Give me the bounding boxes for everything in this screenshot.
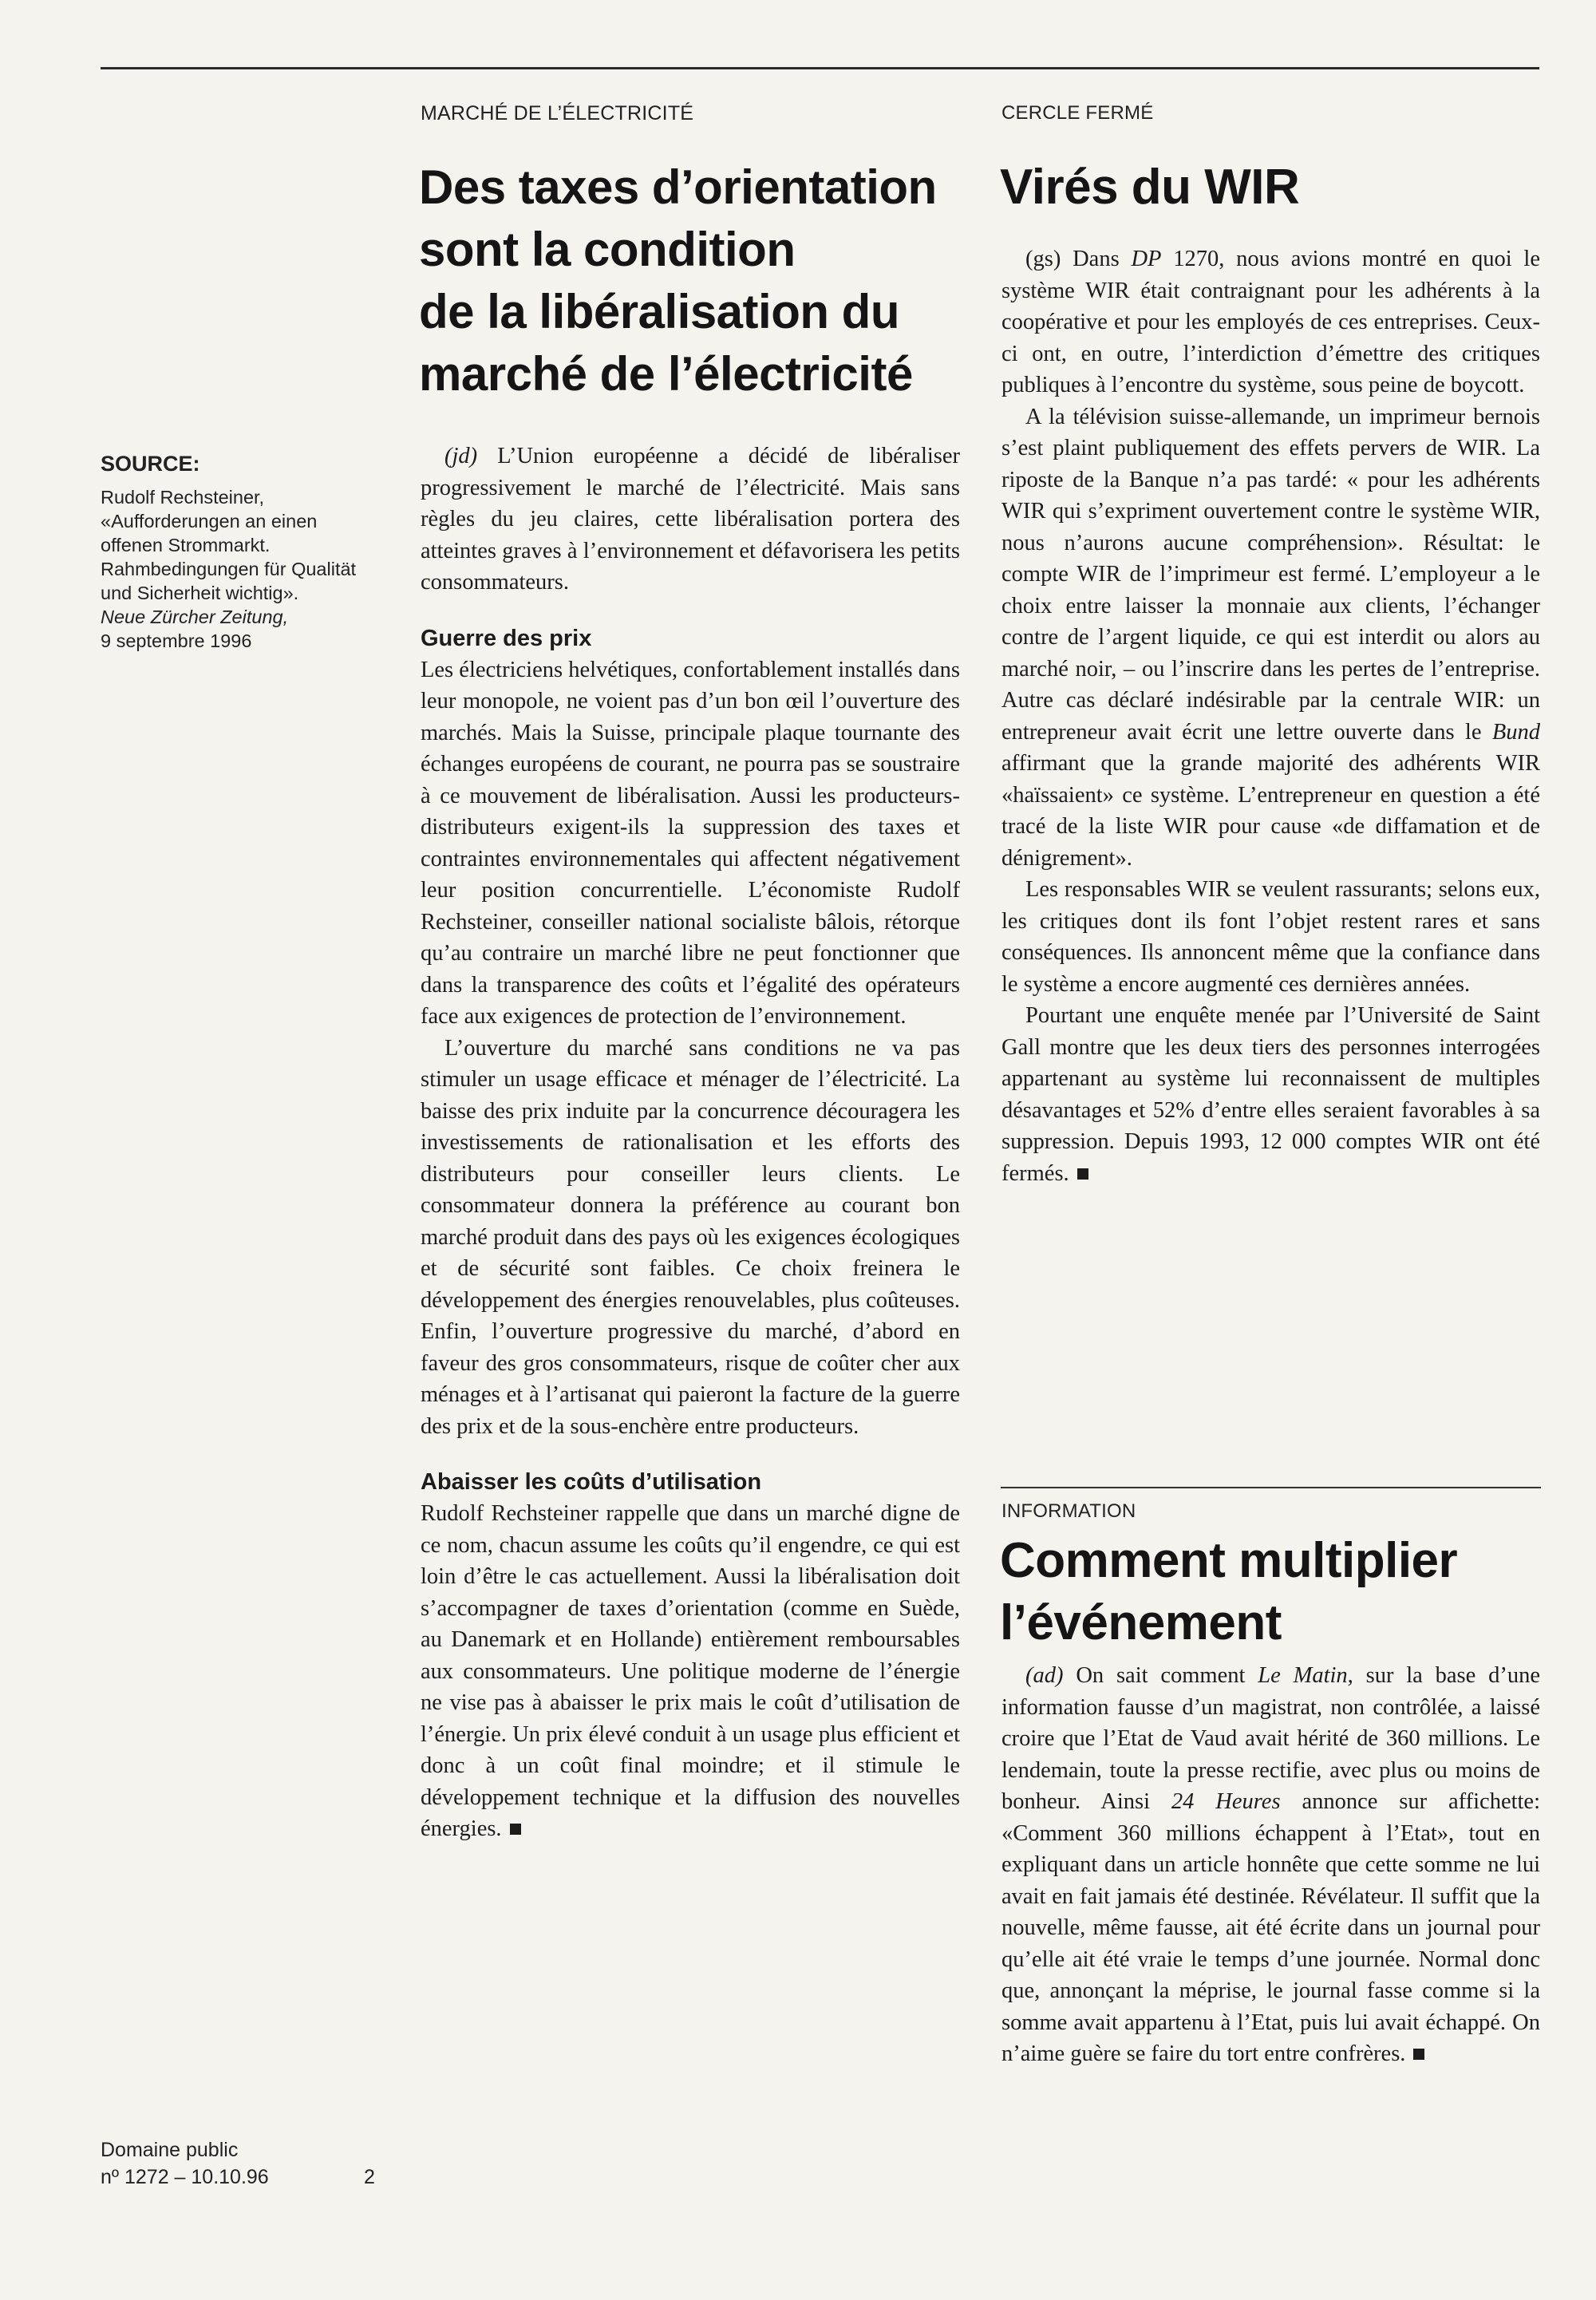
- article2-title: Virés du WIR: [1000, 160, 1300, 215]
- article1-paragraph: Rudolf Rechsteiner rappelle que dans un marché digne de ce nom, chacun assume les coûts qu’il engendre, ce qui est loin d’être le cas actuellement. Aussi la libéralisation doit s’accompagner de taxes d’orientation (comme en Suède, au Danemark et en Hollande) entièrement remboursables aux consommateurs. Une politique moderne de l’énergie ne vise pas à abaisser le prix mais le coût d’utilisation de l’énergie. Un prix élevé conduit à un usage plus efficient et donc à un coût final moindre; et il stimule le développement technique et la diffusion des nouvelles énergies.: [421, 1501, 960, 1841]
- article2-paragraph: (gs) Dans DP 1270, nous avions montré en quoi le système WIR était contraignant pour les adhérents à la coopérative et pour les employés de ces entreprises. Ceux-ci ont, en outre, l’interdiction d’émettre des critiques publiques à l’encontre du système, sous peine de boycott.: [1001, 247, 1541, 397]
- article1-section1-heading: Guerre des prix: [421, 625, 592, 651]
- end-of-article-mark: [1077, 1168, 1088, 1180]
- article1-author: (jd): [444, 444, 478, 468]
- article3-body: [1001, 1660, 1540, 2070]
- source-note: [101, 452, 372, 653]
- article2-paragraph: Pourtant une enquête menée par l’Université de Saint Gall montre que les deux tiers des personnes interrogées appartenant au système lui reconnaissent de multiples désavantages et 52% d’entre elles seraient favorables à sa suppression. Depuis 1993, 12 000 comptes WIR ont été fermés.: [1001, 1003, 1540, 1186]
- section-divider: [1001, 1487, 1541, 1488]
- article1-paragraph: Les électriciens helvétiques, confortablement installés dans leur monopole, ne voient pas d’un bon œil l’ouverture des marchés. Mais la Suisse, principale plaque tournante des échanges européens de courant, ne pourra pas se soustraire à ce mouvement de libéralisation. Aussi les producteurs-distributeurs exigent-ils la suppression des taxes et contraintes environnementales qui affectent négativement leur position concurrentielle. L’économiste Rudolf Rechsteiner, conseiller national socialiste bâlois, rétorque qu’au contraire un marché libre ne peut fonctionner que dans la transparence des coûts et l’égalité des opérateurs face aux exigences de protection de l’environnement.: [421, 657, 960, 1029]
- issue-info: nº 1272 – 10.10.96: [101, 2166, 269, 2188]
- article2-body: [1001, 243, 1540, 1189]
- end-of-article-mark: [1413, 2049, 1424, 2060]
- article1-title-line: marché de l’électricité: [419, 347, 913, 401]
- article2-author: (gs): [1025, 247, 1061, 271]
- article3-title: [1000, 1530, 1543, 1654]
- article3-title-line: Comment multiplier: [1000, 1533, 1458, 1588]
- article1-kicker: MARCHÉ DE L’ÉLECTRICITÉ: [421, 102, 694, 124]
- source-label: SOURCE:: [101, 452, 200, 476]
- page-number: 2: [364, 2166, 375, 2188]
- top-rule: [101, 67, 1539, 69]
- article1-paragraph: L’ouverture du marché sans conditions ne va pas stimuler un usage efficace et ménager de l’électricité. La baisse des prix induite par la concurrence découragera les investissements de rationalisation et les efforts des distributeurs pour conseiller leurs clients. Le consommateur donnera la préférence au courant bon marché produit dans des pays où les exigences écologiques et de sécurité sont faibles. Ce choix freinera le développement des énergies renouvelables, plus coûteuses. Enfin, l’ouverture progressive du marché, d’abord en faveur des gros consommateurs, risque de coûter cher aux ménages et à l’artisanat qui paieront la facture de la guerre des prix et de la sous-enchère entre producteurs.: [421, 1035, 960, 1439]
- source-title: «Aufforderungen an einen offenen Strommarkt. Rahmbedingungen für Qualität und Sicherheit wichtig».: [101, 511, 357, 603]
- end-of-article-mark: [510, 1824, 521, 1835]
- article1-body: [421, 441, 960, 1845]
- source-author: Rudolf Rechsteiner,: [101, 487, 265, 508]
- article1-title-line: Des taxes d’orientation: [419, 160, 937, 214]
- article2-kicker: CERCLE FERMÉ: [1001, 102, 1154, 124]
- article3-kicker: INFORMATION: [1001, 1500, 1136, 1522]
- footer: [101, 2136, 404, 2191]
- article1-title-line: sont la condition: [419, 223, 796, 276]
- article1-section2-heading: Abaisser les coûts d’utilisation: [421, 1469, 762, 1495]
- source-paper: Neue Zürcher Zeitung,: [101, 607, 289, 627]
- publication-name: Domaine public: [101, 2139, 239, 2161]
- article1-intro: (jd) L’Union européenne a décidé de libéraliser progressivement le marché de l’électricité. Mais sans règles du jeu claires, cette libéralisation portera des atteintes graves à l’environnement et défavorisera les petits consommateurs.: [421, 444, 961, 595]
- article3-author: (ad): [1025, 1663, 1064, 1688]
- article3-paragraph: (ad) On sait comment Le Matin, sur la base d’une information fausse d’un magistrat, non contrôlée, a laissé croire que l’Etat de Vaud avait hérité de 360 millions. Le lendemain, toute la presse rectifie, avec plus ou moins de bonheur. Ainsi 24 Heures annonce sur affichette: «Comment 360 millions échappent à l’Etat», tout en expliquant dans un article honnête que cette somme ne lui avait en fait jamais été destinée. Révélateur. Il suffit que la nouvelle, même fausse, ait été écrite dans un journal pour qu’elle ait été vraie le temps d’une journée. Normal donc que, annonçant la méprise, le journal fasse comme si la somme avait appartenu à l’Etat, puis lui avait échappé. On n’aime guère se faire du tort entre confrères.: [1001, 1663, 1541, 2066]
- source-date: 9 septembre 1996: [101, 630, 252, 651]
- article1-title: [419, 156, 978, 405]
- article2-paragraph: Les responsables WIR se veulent rassurants; selons eux, les critiques dont ils font l’objet restent rares et sans conséquences. Ils annoncent même que la confiance dans le système a encore augmenté ces dernières années.: [1001, 877, 1540, 997]
- article3-title-line: l’événement: [1000, 1595, 1282, 1650]
- article2-paragraph: A la télévision suisse-allemande, un imprimeur bernois s’est plaint publiquement des effets pervers de WIR. La riposte de la Banque n’a pas tardé: « pour les adhérents WIR qui s’expriment ouvertement contre le système WIR, nous n’aurons aucune compréhension». Résultat: le compte WIR de l’imprimeur est fermé. L’employeur a le choix entre laisser la monnaie aux clients, l’échanger contre de l’argent liquide, ce qui est interdit ou alors au marché noir, – ou l’inscrire dans les pertes de l’entreprise. Autre cas déclaré indésirable par la centrale WIR: un entrepreneur avait écrit une lettre ouverte dans le Bund affirmant que la grande majorité des adhérents WIR «haïssaient» ce système. L’entrepreneur en question a été tracé de la liste WIR pour cause «de diffamation et de dénigrement».: [1001, 404, 1540, 871]
- article1-title-line: de la libéralisation du: [419, 285, 899, 338]
